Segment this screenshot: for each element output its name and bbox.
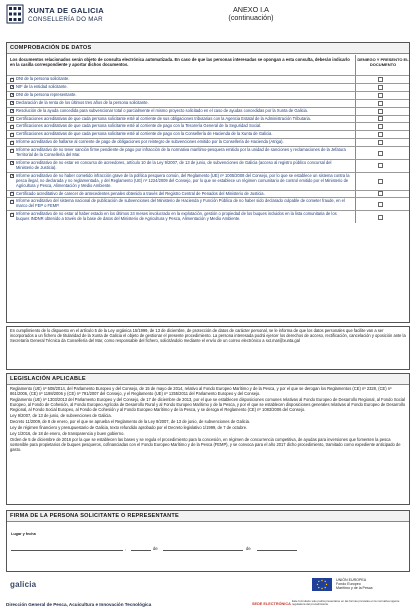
notice-text: En cumplimiento de lo dispuesto en el artículo 5 de la Ley orgánica 15/1999, de 13 de diciembre, de protección de datos de carácter personal, se le informa de que los datos personales que facilite van a ser incorporados a un fichero de titularidad de la Xunta de Galicia el objeto de gestionar el presente procedimiento. La persona interesada podrá ejercer los derechos de acceso, rectificación, cancelación y oposición ante la Secretaría General Técnica da Consellería del Mar, como responsable del fichero, solicitándolo mediante el envío de un correo electrónico a sxt.mar@xunta.gal [10, 328, 406, 343]
deny-column-header: DENIEGO Y PRESENTO EL DOCUMENTO [355, 55, 410, 75]
column-divider [355, 108, 356, 115]
separator-comma: , [125, 546, 127, 551]
document-row [7, 146, 409, 159]
deny-checkbox[interactable] [378, 215, 383, 220]
document-row [7, 210, 409, 223]
eu-line: UNIÓN EUROPEA [336, 578, 367, 582]
consulted-check-icon [10, 93, 14, 97]
document-row [7, 115, 409, 123]
place-field[interactable] [11, 545, 123, 551]
legislation-item: Reglamento (UE) nº 1303/2013 del Parlamento Europeo y del Consejo, de 17 de diciembre de 2013, por el que se establecen disposiciones comunes relativas al Fondo Europeo de Desarrollo Regional, al Fondo Social Europeo, al Fondo de Cohesión, al Fondo Europeo Agrícola de Desarrollo Rural y al Fondo Europeo Marítimo y de la Pesca, y por el que se establecen disposiciones generales relativas al Fondo Europeo de Desarrollo Regional, al Fondo Social Europeo, al Fondo de Cohesión y al Fondo Europeo Marítimo y de la Pesca, y se deroga el Reglamento (CE) nº 1083/2006 del Consejo. [10, 397, 406, 412]
legislation-item: Ley 1/2016, de 18 de enero, de transparencia y buen gobierno. [10, 431, 125, 437]
legislation-item: Ley 9/2007, de 13 de junio, de subvenciones de Galicia. [10, 412, 112, 418]
eu-line: Fondo Europeo [336, 582, 361, 587]
data-verification-section [6, 42, 410, 323]
document-row-label: Certificaciones acreditativas de que cada persona solicitante esté al corriente de pago con la Tesorería General de la Seguridad Social. [16, 123, 262, 129]
document-row [7, 122, 409, 130]
column-divider [355, 160, 356, 172]
column-divider [355, 84, 356, 91]
document-row [7, 138, 409, 146]
consulted-check-icon [10, 78, 14, 82]
document-row-label: NIF de la entidad solicitante. [16, 83, 68, 89]
deny-checkbox[interactable] [378, 109, 383, 114]
consulted-check-icon [10, 161, 14, 165]
consulted-check-icon [10, 85, 14, 89]
deny-checkbox[interactable] [378, 179, 383, 184]
document-row [7, 83, 409, 91]
document-row [7, 91, 409, 99]
document-row-label: Informe acreditativo de no haber cometido infracción grave de la política pesquera común, del Reglamento (UE) nº 1005/2008 del Consejo, por lo que se establece un sistema contra la pesca ilegal, no declarada y no reglamentada, y del Reglamento (UE) nº 1224/2009 del Consejo, por lo que se establece un régimen comunitario de control emitido por el Ministerio de Agricultura y Pesca, Alimentación y Medio Ambiente. [16, 172, 350, 188]
column-divider [355, 211, 356, 223]
column-divider [355, 139, 356, 146]
department-name: CONSELLERÍA DO MAR [28, 16, 103, 23]
document-row [7, 190, 409, 198]
document-row [7, 99, 409, 107]
document-row [7, 172, 409, 190]
consulted-check-icon [10, 174, 14, 178]
column-divider [355, 123, 356, 130]
footer-note: Este formulario solo podrá presentarse en las formas previstas en la normativa vigente reguladora del procedimiento [292, 599, 400, 607]
consulted-check-icon [10, 133, 14, 137]
deny-checkbox[interactable] [378, 132, 383, 137]
document-row [7, 75, 409, 83]
document-row-label: Informe acreditativo del sistema nacional de publicación de subvenciones del Ministerio de Hacienda y Función Pública de no haber sido declarado culpable de cometer fraude, en el marco del FEP o FEMP. [16, 198, 345, 209]
document-row-label: Informe acreditativo de hallarse al corriente de pago de obligaciones por reintegro de subvenciones emitido por la Consellería de Hacienda (Atriga). [16, 139, 284, 145]
column-divider [355, 198, 356, 210]
deny-checkbox[interactable] [378, 101, 383, 106]
document-row-label: Declaración de la renta de los últimos tres años de la persona solicitante. [16, 99, 149, 105]
deny-checkbox[interactable] [378, 151, 383, 156]
eu-line: Marítimo y de la Pesca [336, 586, 373, 591]
deny-checkbox[interactable] [378, 202, 383, 207]
place-date-label: Lugar y fecha [11, 532, 36, 536]
data-protection-notice [6, 326, 410, 370]
document-row-label: Informe acreditativo de no tener sanción firme pendiente de pago por infracción de la normativa marítimo-pesquera emitido por la unidad de sanciones y reclamaciones de la Jefatura Territorial de la Consellería del Mar. [16, 147, 346, 158]
document-row-label: Resolución de la ayuda concedida para subvencionar total o parcialmente el mismo proyecto solicitado en el caso de ayudas concedidas por la Xunta de Galicia. [16, 107, 308, 113]
deny-checkbox[interactable] [378, 163, 383, 168]
deny-checkbox[interactable] [378, 93, 383, 98]
consulted-check-icon [10, 192, 14, 196]
brand-name: XUNTA DE GALICIA [28, 6, 105, 15]
document-row-label: DNI de la persona solicitante. [16, 76, 70, 81]
annex-continuation: (continuación) [228, 13, 274, 22]
deny-checkbox[interactable] [378, 140, 383, 145]
separator-de: de [246, 546, 251, 551]
deny-checkbox[interactable] [378, 85, 383, 90]
legislation-item: Ley de régimen financiero y presupuestario de Galicia, texto refundido aprobado por el Decreto legislativo 1/1999, de 7 de octubre. [10, 425, 248, 431]
year-field[interactable] [257, 545, 297, 551]
column-divider [355, 173, 356, 190]
document-row-label: Informe acreditativo de no estar en concurso de acreedores, artículo 10 de la Ley 9/2007, de 13 de junio, de subvenciones de Galicia (acceso al registro público concursal del Ministerio de Justicia). [16, 159, 332, 170]
consulted-check-icon [10, 125, 14, 129]
section-title: COMPROBACIÓN DE DATOS [7, 43, 409, 54]
eu-flag-icon [312, 578, 332, 591]
document-header [6, 4, 410, 38]
column-divider [355, 116, 356, 123]
column-divider [355, 76, 356, 83]
legislation-section [6, 373, 410, 505]
consulted-check-icon [10, 213, 14, 217]
legislation-item: Decreto 11/2009, de 8 de enero, por el que se aprueba el Reglamento de la Ley 9/2007, de 13 de junio, de subvenciones de Galicia. [10, 419, 251, 424]
document-row [7, 130, 409, 138]
column-divider [355, 147, 356, 159]
eu-fund-label [336, 578, 373, 591]
document-list [7, 75, 409, 223]
consulted-check-icon [10, 109, 14, 113]
document-row [7, 107, 409, 115]
day-field[interactable] [131, 545, 151, 551]
column-divider [355, 131, 356, 138]
deny-checkbox[interactable] [378, 116, 383, 121]
legislation-item: Reglamento (UE) nº 508/2014, del Parlamento Europeo y del Consejo, de 15 de mayo de 2014, relativo al Fondo Europeo Marítimo y de la Pesca, y por el que se derogan los Reglamentos (CE) nº 2328, (CE) nº 861/2006, (CE) nº 1198/2006 y (CE) nº 791/2007 del Consejo, y el Reglamento (UE) nº 1255/2011 del Parlamento Europeo y del Consejo. [10, 386, 392, 396]
annex-label: ANEXO I.A [233, 5, 269, 14]
document-row-label: Certificaciones acreditativas de que cada persona solicitante esté al corriente de pago con la Consellería de Hacienda de la Xunta de Galicia. [16, 131, 273, 137]
document-row-label: Informe acreditativo de no estar al haber estado en los últimos 24 meses involucrado en la explotación, gestión o propiedad de los buques incluidos en la lista comunitaria de los buques INDNR obtenido a través de la base de datos del Ministerio de Agricultura y Pesca, Alimentación y Medio Ambiente. [16, 211, 337, 222]
consulted-check-icon [10, 141, 14, 145]
document-row-label: DNI de la persona representante. [16, 91, 77, 97]
month-field[interactable] [163, 545, 243, 551]
galicia-logo: galicia [10, 580, 37, 589]
document-row [7, 197, 409, 210]
document-row-label: Certificado acreditativo de carecer de antecedentes penales obtenido a través del Registro Central de Penados del Ministerio de Justicia. [16, 190, 265, 196]
consulted-check-icon [10, 149, 14, 153]
consulted-check-icon [10, 117, 14, 121]
document-row [7, 159, 409, 172]
xunta-crest-icon [6, 4, 24, 24]
department-signature: Dirección General de Pesca, Acuicultura e Innovación Tecnológica [6, 602, 152, 607]
annex-title [221, 6, 281, 22]
document-row-label: Certificaciones acreditativas de que cada persona solicitante esté al corriente de sus obligaciones tributarias con la Agencia Estatal de la Administración Tributaria. [16, 115, 311, 121]
column-divider [355, 191, 356, 198]
verification-intro: Los documentos relacionados serán objeto de consulta electrónica automatizada. En caso de que las personas interesadas se opongan a esta consulta, deberán indicarlo en la casilla correspondiente y aportar dichos documentos. [10, 57, 350, 68]
legislation-list [7, 385, 409, 456]
deny-checkbox[interactable] [378, 124, 383, 129]
consulted-check-icon [10, 200, 14, 204]
deny-checkbox[interactable] [378, 77, 383, 82]
deny-checkbox[interactable] [378, 191, 383, 196]
electronic-office-label: SEDE ELECTRÓNICA [252, 602, 291, 606]
section-title: LEGISLACIÓN APLICABLE [7, 374, 409, 385]
document-footer [6, 578, 410, 612]
legislation-item: Orden de 5 de diciembre de 2016 por la que se establecen las bases y se regula el procedimiento para la concesión, en régimen de concurrencia competitiva, de ayudas para inversiones que fomenten la pesca sostenible para propietarios de buques pesqueros, cofinanciadas con el Fondo Europeo Marítimo y de la Pesca (FEMP), y se convoca para el año 2017 dicho procedimiento, tramitado como expediente anticipado de gasto. [10, 437, 401, 453]
section-title: FIRMA DE LA PERSONA SOLICITANTE O REPRESENTANTE [7, 511, 409, 522]
signature-section [6, 510, 410, 572]
column-divider [355, 100, 356, 107]
separator-de: de [153, 546, 158, 551]
column-divider [355, 92, 356, 99]
consulted-check-icon [10, 101, 14, 105]
